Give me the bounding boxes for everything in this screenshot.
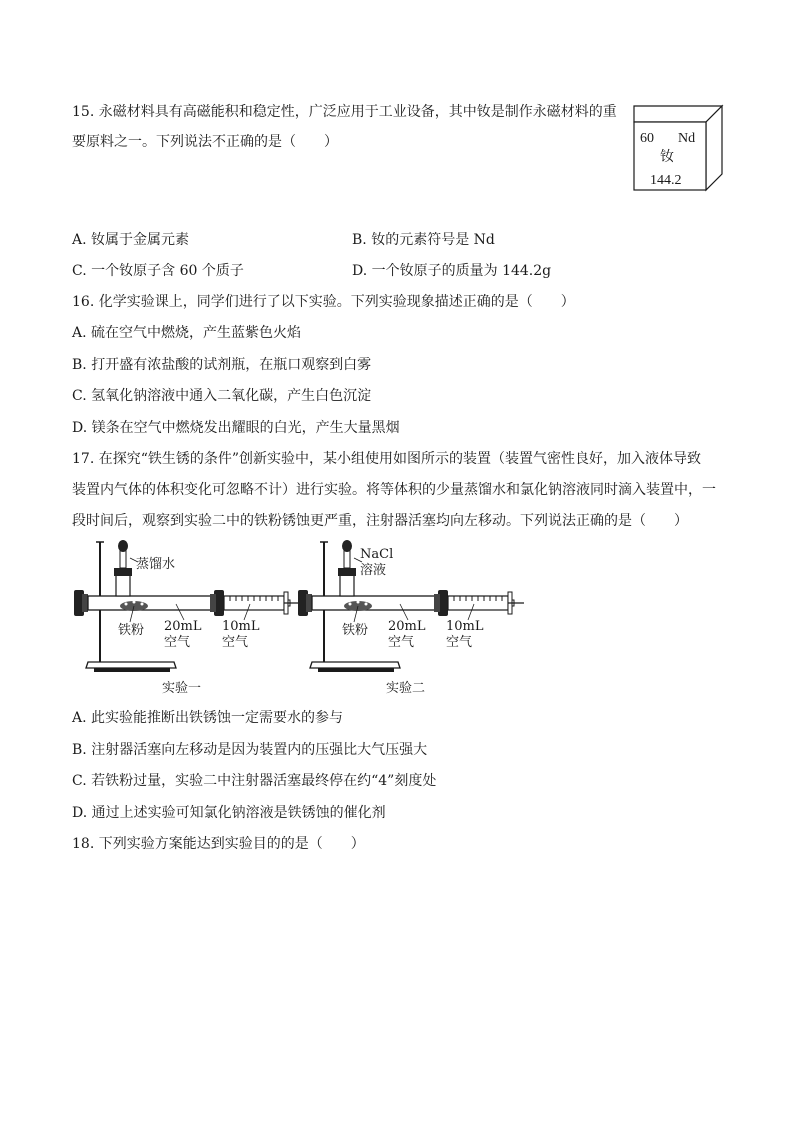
exp1-liquid-label: 蒸馏水: [136, 557, 176, 572]
exp2-syringe-gas: 空气: [446, 635, 473, 650]
q15-stem-line1: 15. 永磁材料具有高磁能积和稳定性，广泛应用于工业设备，其中钕是制作永磁材料的重: [72, 104, 617, 120]
exp1-caption: 实验一: [162, 681, 202, 696]
exp1-tube-gas: 空气: [164, 635, 191, 650]
q15-option-a: A. 钕属于金属元素: [72, 232, 190, 248]
exp2-syringe-volume: 10mL: [446, 619, 484, 634]
q16-stem: 16. 化学实验课上，同学们进行了以下实验。下列实验现象描述正确的是（ ）: [72, 294, 575, 310]
element-symbol: Nd: [678, 131, 696, 146]
q16-option-b: B. 打开盛有浓盐酸的试剂瓶，在瓶口观察到白雾: [72, 357, 372, 373]
q17-option-d: D. 通过上述实验可知氯化钠溶液是铁锈蚀的催化剂: [72, 805, 386, 821]
experiment-apparatus-diagram: [64, 538, 524, 698]
q17-stem-line2: 装置内气体的体积变化可忽略不计）进行实验。将等体积的少量蒸馏水和氯化钠溶液同时滴入装置中，一: [72, 482, 716, 498]
exp1-tube-volume: 20mL: [164, 619, 202, 634]
q16-option-c: C. 氢氧化钠溶液中通入二氧化碳，产生白色沉淀: [72, 388, 372, 404]
q15-stem-line2: 要原料之一。下列说法不正确的是（ ）: [72, 134, 338, 150]
exp2-tube-volume: 20mL: [388, 619, 426, 634]
q17-option-a: A. 此实验能推断出铁锈蚀一定需要水的参与: [72, 710, 344, 726]
exp2-tube-gas: 空气: [388, 635, 415, 650]
exp2-liquid-label-line1: NaCl: [360, 547, 394, 562]
q17-stem-line1: 17. 在探究“铁生锈的条件”创新实验中，某小组使用如图所示的装置（装置气密性良好，加入液体导致: [72, 451, 702, 467]
exp1-syringe-gas: 空气: [222, 635, 249, 650]
q17-stem-line3: 段时间后，观察到实验二中的铁粉锈蚀更严重，注射器活塞均向左移动。下列说法正确的是（ ）: [72, 513, 688, 529]
periodic-element-cell: [620, 104, 724, 192]
q17-option-b: B. 注射器活塞向左移动是因为装置内的压强比大气压强大: [72, 742, 428, 758]
element-atomic-number: 60: [640, 131, 654, 146]
q16-option-a: A. 硫在空气中燃烧，产生蓝紫色火焰: [72, 325, 302, 341]
exp1-syringe-volume: 10mL: [222, 619, 260, 634]
element-atomic-mass: 144.2: [650, 173, 682, 188]
q17-option-c: C. 若铁粉过量，实验二中注射器活塞最终停在约“4”刻度处: [72, 773, 437, 789]
exp1-iron-label: 铁粉: [118, 623, 145, 638]
exp2-liquid-label-line2: 溶液: [360, 563, 387, 578]
q15-option-d: D. 一个钕原子的质量为 144.2g: [352, 263, 552, 279]
q18-stem: 18. 下列实验方案能达到实验目的的是（ ）: [72, 836, 365, 852]
element-name: 钕: [660, 150, 674, 165]
q15-option-c: C. 一个钕原子含 60 个质子: [72, 263, 244, 279]
q16-option-d: D. 镁条在空气中燃烧发出耀眼的白光，产生大量黑烟: [72, 420, 400, 436]
exp2-caption: 实验二: [386, 681, 426, 696]
q15-option-b: B. 钕的元素符号是 Nd: [352, 232, 495, 248]
exp2-iron-label: 铁粉: [342, 623, 369, 638]
